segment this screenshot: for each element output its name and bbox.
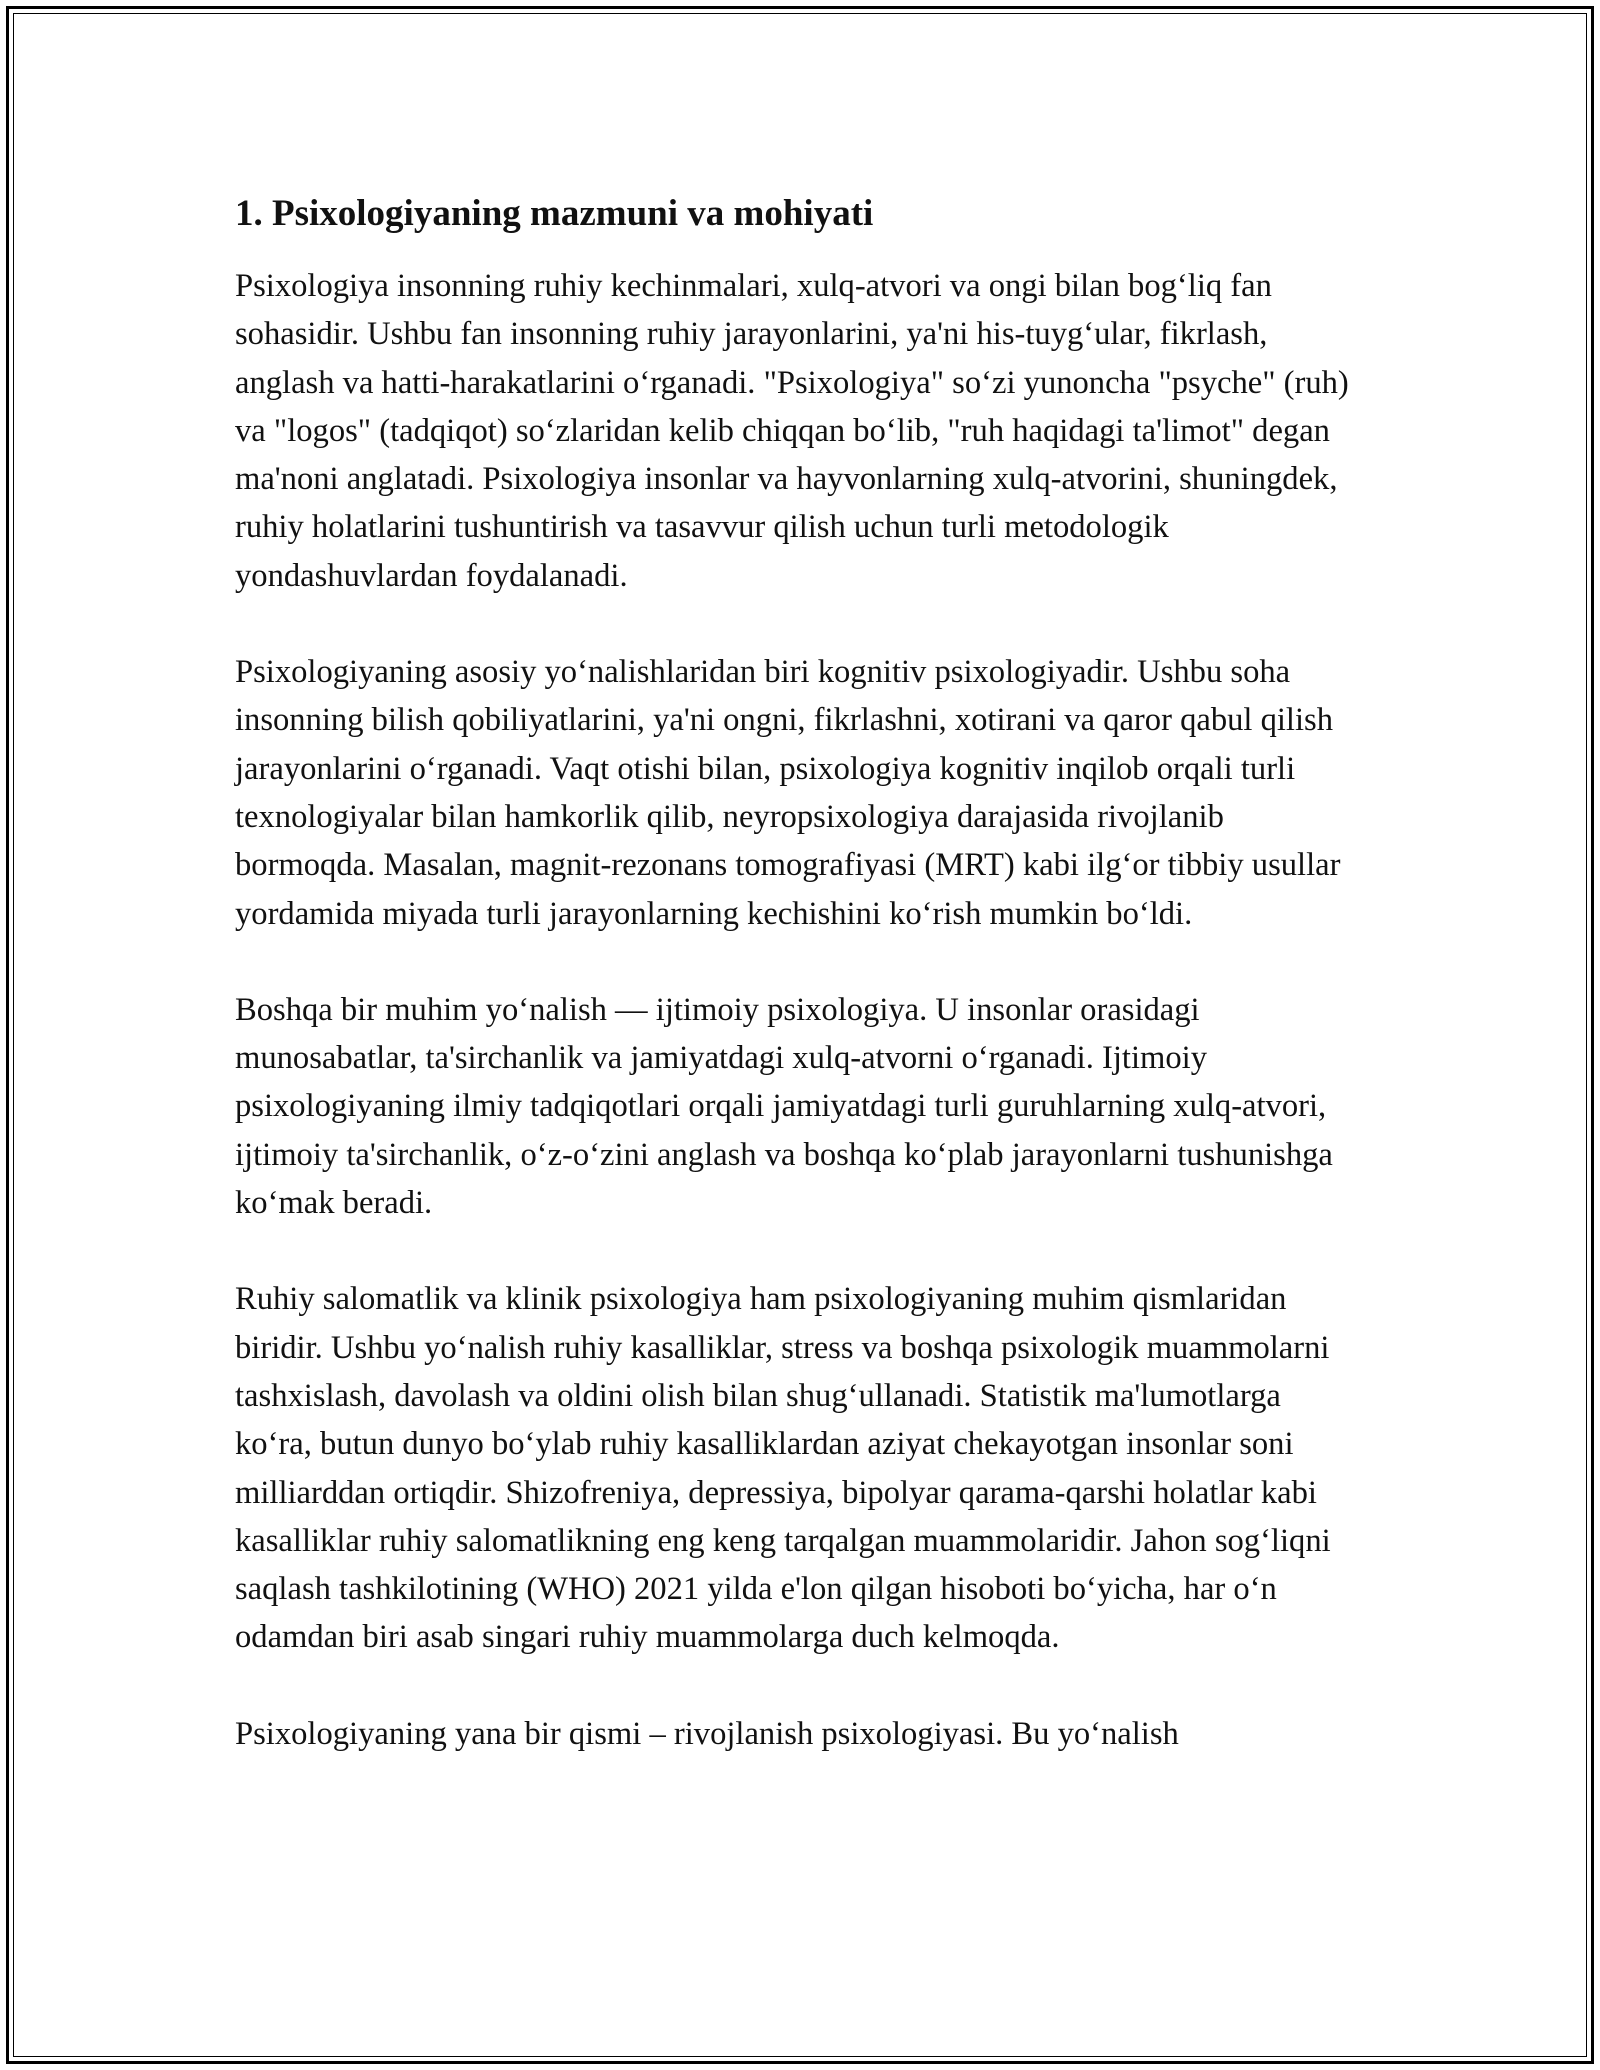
paragraph-cognitive: Psixologiyaning asosiy yo‘nalishlaridan biri kognitiv psixologiyadir. Ushbu soha insonning bilish qobiliyatlarini, ya'ni ongni, fikrlashni, xotirani va qaror qabul qilish jarayonlarini o‘rganadi. Vaqt otishi bilan, psixologiya kognitiv inqilob orqali turli texnologiyalar bilan hamkorlik qilib, neyropsixologiya darajasida rivojlanib bormoqda. Masalan, magnit-rezonans tomografiyasi (MRT) kabi ilg‘or tibbiy usullar yordamida miyada turli jarayonlarning kechishini ko‘rish mumkin bo‘ldi. (235, 654, 1341, 932)
paragraph-developmental: Psixologiyaning yana bir qismi – rivojlanish psixologiyasi. Bu yo‘nalish (235, 1715, 1179, 1752)
section-heading: 1. Psixologiyaning mazmuni va mohiyati (235, 193, 874, 234)
paragraph-social: Boshqa bir muhim yo‘nalish — ijtimoiy psixologiya. U insonlar orasidagi munosabatlar, ta'sirchanlik va jamiyatdagi xulq-atvorni o‘rganadi. Ijtimoiy psixologiyaning ilmiy tadqiqotlari orqali jamiyatdagi turli guruhlarning xulq-atvori, ijtimoiy ta'sirchanlik, o‘z-o‘zini anglash va boshqa ko‘plab jarayonlarni tushunishga ko‘mak beradi. (235, 991, 1333, 1222)
paragraph-definition: Psixologiya insonning ruhiy kechinmalari, xulq-atvori va ongi bilan bog‘liq fan sohasidir. Ushbu fan insonning ruhiy jarayonlarini, ya'ni his-tuyg‘ular, fikrlash, anglash va hatti-harakatlarini o‘rganadi. "Psixologiya" so‘zi yunoncha "psyche" (ruh) va "logos" (tadqiqot) so‘zlaridan kelib chiqqan bo‘lib, "ruh haqidagi ta'limot" degan ma'noni anglatadi. Psixologiya insonlar va hayvonlarning xulq-atvorini, shuningdek, ruhiy holatlarini tushuntirish va tasavvur qilish uchun turli metodologik yondashuvlardan foydalanadi. (235, 268, 1349, 594)
document-body (235, 188, 1365, 1758)
paragraph-clinical: Ruhiy salomatlik va klinik psixologiya ham psixologiyaning muhim qismlaridan biridir. Ushbu yo‘nalish ruhiy kasalliklar, stress va boshqa psixologik muammolarni tashxislash, davolash va oldini olish bilan shug‘ullanadi. Statistik ma'lumotlarga ko‘ra, butun dunyo bo‘ylab ruhiy kasalliklardan aziyat chekayotgan insonlar soni milliarddan ortiqdir. Shizofreniya, depressiya, bipolyar qarama-qarshi holatlar kabi kasalliklar ruhiy salomatlikning eng keng tarqalgan muammolaridir. Jahon sog‘liqni saqlash tashkilotining (WHO) 2021 yilda e'lon qilgan hisoboti bo‘yicha, har o‘n odamdan biri asab singari ruhiy muammolarga duch kelmoqda. (235, 1281, 1331, 1656)
